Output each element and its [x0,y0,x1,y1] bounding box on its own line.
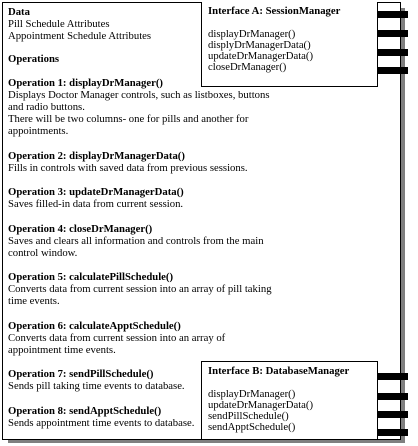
operation-title: Operation 4: closeDrManager() [8,223,153,235]
operation-desc-line: Fills in controls with saved data from previous sessions. [8,162,248,174]
data-item: Appointment Schedule Attributes [8,30,152,42]
operation-desc-line: Sends pill taking time events to database. [8,380,185,392]
interface-a-box [201,2,378,87]
interface-a-port-2 [378,30,408,37]
operation-6 [8,320,288,356]
interface-method: sendApptSchedule() [208,421,296,433]
operation-desc-line: Converts data from current session into an array of pill taking [8,283,272,295]
interface-b-port-1 [378,373,408,380]
frame-shadow-bottom [8,440,405,443]
interface-a-methods [208,29,313,73]
interface-a-port-4 [378,67,408,74]
operation-desc-line: appointments. [8,125,69,137]
operation-title: Operation 7: sendPillSchedule() [8,368,154,380]
operation-desc-line: control window. [8,247,78,259]
interface-method: closeDrManager() [208,61,287,73]
operation-3 [8,186,288,210]
operation-desc-line: Saves filled-in data from current session. [8,198,184,210]
operation-title: Operation 5: calculatePillSchedule() [8,271,174,283]
operation-7 [8,368,203,392]
interface-b-port-2 [378,393,408,400]
operation-2 [8,150,288,174]
operation-desc-line: Saves and clears all information and controls from the main [8,235,264,247]
operation-title: Operation 8: sendApptSchedule() [8,405,162,417]
operation-5 [8,271,288,307]
operation-title: Operation 6: calculateApptSchedule() [8,320,181,332]
interface-a-port-1 [378,11,408,18]
interface-b-port-3 [378,411,408,418]
operation-desc-line: appointment time events. [8,344,116,356]
operation-desc-line: Displays Doctor Manager controls, such as listboxes, buttons [8,89,270,101]
interface-b-port-4 [378,429,408,436]
operation-desc-line: and radio buttons. [8,101,85,113]
interface-a-title: Interface A: SessionManager [208,5,341,17]
operation-title: Operation 3: updateDrManagerData() [8,186,184,198]
interface-method: displyDrManagerData() [208,39,311,51]
interface-a-port-3 [378,49,408,56]
operation-title: Operation 1: displayDrManager() [8,77,163,89]
data-heading: Data [8,6,30,18]
data-item: Pill Schedule Attributes [8,18,110,30]
operation-desc-line: Converts data from current session into an array of [8,332,226,344]
interface-method: displayDrManager() [208,28,296,40]
interface-method: updateDrManagerData() [208,50,314,62]
interface-method: updateDrManagerData() [208,399,314,411]
operation-title: Operation 2: displayDrManagerData() [8,150,185,162]
operation-desc-line: time events. [8,295,60,307]
operation-4 [8,223,288,259]
interface-method: sendPillSchedule() [208,410,289,422]
interface-b-methods [208,389,313,433]
operation-desc-line: There will be two columns- one for pills and another for [8,113,249,125]
operations-heading: Operations [8,53,60,65]
interface-method: displayDrManager() [208,388,296,400]
operation-desc-line: Sends appointment time events to database. [8,417,195,429]
interface-b-title: Interface B: DatabaseManager [208,365,350,377]
operation-8 [8,405,203,429]
interface-b-box [201,361,378,440]
